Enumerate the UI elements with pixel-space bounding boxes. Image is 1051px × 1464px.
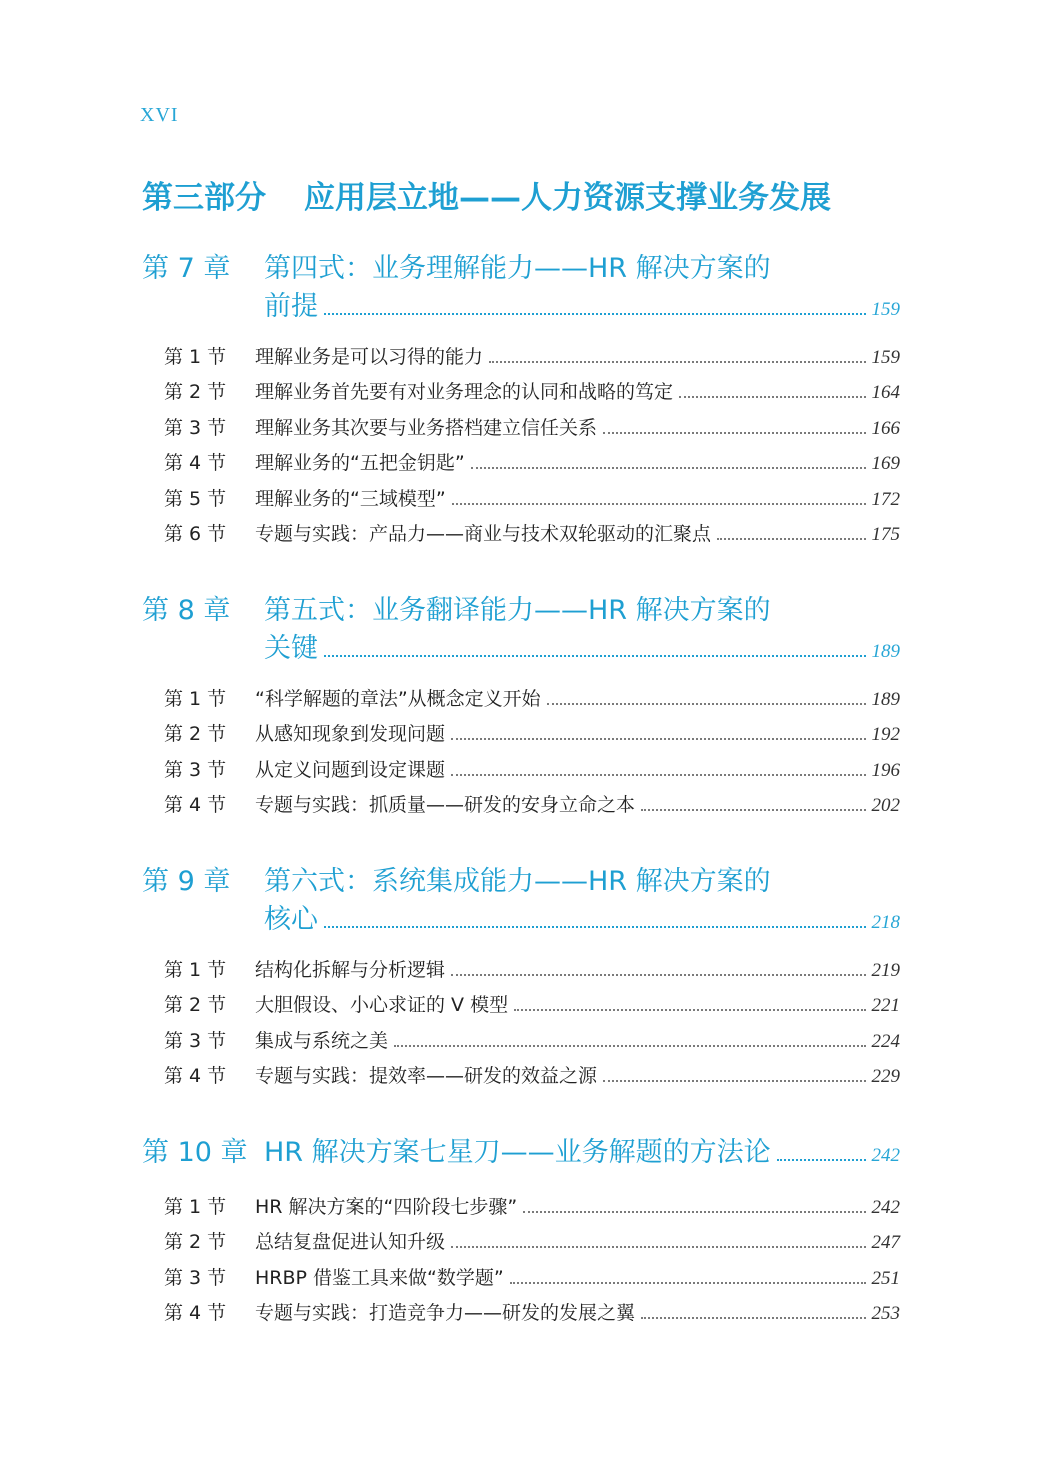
chapter-7-heading[interactable] bbox=[142, 246, 900, 324]
section-entry[interactable] bbox=[164, 1026, 900, 1061]
section-page-number: 196 bbox=[871, 759, 900, 781]
section-title: 专题与实践：打造竞争力——研发的发展之翼 bbox=[255, 1302, 636, 1325]
chapter-9-heading[interactable] bbox=[142, 859, 900, 937]
section-number: 第 2 节 bbox=[164, 381, 227, 404]
chapter-title: HR 解决方案七星刀——业务解题的方法论 bbox=[264, 1137, 771, 1168]
section-page-number: 224 bbox=[871, 1030, 900, 1052]
section-number: 第 1 节 bbox=[164, 688, 227, 710]
section-entry[interactable] bbox=[164, 755, 900, 790]
section-number: 第 2 节 bbox=[164, 1231, 227, 1254]
chapter-title: 第六式：系统集成能力——HR 解决方案的 bbox=[264, 866, 771, 897]
chapter-page-number: 218 bbox=[871, 912, 900, 933]
section-page-number: 164 bbox=[871, 382, 900, 404]
chapter-number: 第 8 章 bbox=[142, 595, 231, 626]
dot-leader bbox=[451, 974, 865, 976]
section-number: 第 6 节 bbox=[164, 522, 227, 545]
section-number: 第 3 节 bbox=[164, 416, 227, 439]
chapter-title-continued: 核心 bbox=[264, 904, 318, 935]
section-page-number: 175 bbox=[871, 523, 900, 545]
section-entry[interactable] bbox=[164, 484, 900, 519]
section-title: 专题与实践：提效率——研发的效益之源 bbox=[255, 1065, 598, 1088]
dot-leader bbox=[489, 361, 865, 363]
section-page-number: 192 bbox=[871, 724, 900, 746]
dot-leader bbox=[510, 1282, 866, 1284]
section-title: 理解业务其次要与业务搭档建立信任关系 bbox=[255, 416, 598, 439]
section-page-number: 242 bbox=[871, 1197, 900, 1218]
section-entry[interactable] bbox=[164, 1227, 900, 1262]
section-page-number: 189 bbox=[871, 689, 900, 710]
dot-leader bbox=[547, 703, 866, 705]
section-page-number: 219 bbox=[871, 960, 900, 981]
chapter-7-sections bbox=[164, 342, 900, 554]
section-number: 第 4 节 bbox=[164, 794, 227, 817]
section-number: 第 5 节 bbox=[164, 487, 227, 510]
chapter-number: 第 9 章 bbox=[142, 866, 231, 897]
section-title: 理解业务是可以习得的能力 bbox=[255, 346, 484, 368]
section-number: 第 3 节 bbox=[164, 1266, 227, 1289]
section-title: HR 解决方案的“四阶段七步骤” bbox=[255, 1196, 518, 1218]
dot-leader bbox=[394, 1045, 865, 1047]
section-entry[interactable] bbox=[164, 1298, 900, 1333]
chapter-page-number: 189 bbox=[871, 641, 900, 662]
chapter-8-sections bbox=[164, 684, 900, 826]
section-number: 第 4 节 bbox=[164, 1065, 227, 1088]
chapter-page-number: 242 bbox=[871, 1145, 900, 1166]
dot-leader bbox=[514, 1009, 865, 1011]
section-title: “科学解题的章法”从概念定义开始 bbox=[255, 688, 541, 710]
section-number: 第 2 节 bbox=[164, 723, 227, 746]
section-entry[interactable] bbox=[164, 1263, 900, 1298]
page-number: XVI bbox=[140, 104, 179, 126]
section-page-number: 229 bbox=[871, 1066, 900, 1088]
section-page-number: 221 bbox=[871, 995, 900, 1017]
section-entry[interactable] bbox=[164, 719, 900, 754]
dot-leader bbox=[451, 774, 865, 776]
dot-leader bbox=[641, 809, 865, 811]
section-page-number: 166 bbox=[871, 417, 900, 439]
dot-leader bbox=[324, 313, 866, 315]
dot-leader bbox=[324, 655, 866, 657]
dot-leader bbox=[451, 1246, 865, 1248]
chapter-page-number: 159 bbox=[871, 299, 900, 320]
section-entry[interactable] bbox=[164, 413, 900, 448]
chapter-title: 第四式：业务理解能力——HR 解决方案的 bbox=[264, 253, 771, 284]
section-title: 总结复盘促进认知升级 bbox=[255, 1231, 446, 1254]
dot-leader bbox=[452, 503, 866, 505]
chapter-number: 第 7 章 bbox=[142, 253, 231, 284]
dot-leader bbox=[603, 432, 865, 434]
section-page-number: 247 bbox=[871, 1232, 900, 1254]
section-entry[interactable] bbox=[164, 955, 900, 990]
section-page-number: 253 bbox=[871, 1303, 900, 1325]
section-title: HRBP 借鉴工具来做“数学题” bbox=[255, 1266, 504, 1289]
section-entry[interactable] bbox=[164, 519, 900, 554]
part-label: 第三部分 bbox=[142, 180, 266, 216]
chapter-title-continued: 关键 bbox=[264, 633, 318, 664]
section-entry[interactable] bbox=[164, 1192, 900, 1227]
section-number: 第 1 节 bbox=[164, 1196, 227, 1218]
chapter-title-continued: 前提 bbox=[264, 291, 318, 322]
section-title: 从定义问题到设定课题 bbox=[255, 758, 446, 781]
dot-leader bbox=[603, 1080, 865, 1082]
section-page-number: 159 bbox=[871, 347, 900, 368]
section-entry[interactable] bbox=[164, 684, 900, 719]
section-page-number: 172 bbox=[871, 488, 900, 510]
dot-leader bbox=[451, 738, 865, 740]
section-entry[interactable] bbox=[164, 990, 900, 1025]
dot-leader bbox=[471, 467, 866, 469]
section-title: 专题与实践：抓质量——研发的安身立命之本 bbox=[255, 794, 636, 817]
section-title: 从感知现象到发现问题 bbox=[255, 723, 446, 746]
section-title: 理解业务首先要有对业务理念的认同和战略的笃定 bbox=[255, 381, 674, 404]
section-title: 理解业务的“五把金钥匙” bbox=[255, 452, 465, 475]
section-title: 大胆假设、小心求证的 V 模型 bbox=[255, 994, 509, 1017]
dot-leader bbox=[523, 1211, 865, 1213]
dot-leader bbox=[777, 1159, 866, 1161]
chapter-10-heading[interactable] bbox=[142, 1130, 900, 1168]
section-page-number: 251 bbox=[871, 1267, 900, 1289]
section-number: 第 1 节 bbox=[164, 346, 227, 368]
section-number: 第 3 节 bbox=[164, 758, 227, 781]
part-title: 应用层立地——人力资源支撑业务发展 bbox=[304, 180, 831, 216]
section-entry[interactable] bbox=[164, 342, 900, 377]
dot-leader bbox=[717, 538, 865, 540]
chapter-title: 第五式：业务翻译能力——HR 解决方案的 bbox=[264, 595, 771, 626]
section-number: 第 4 节 bbox=[164, 452, 227, 475]
section-entry[interactable] bbox=[164, 448, 900, 483]
section-number: 第 1 节 bbox=[164, 959, 227, 981]
section-page-number: 202 bbox=[871, 795, 900, 817]
chapter-10-sections bbox=[164, 1192, 900, 1334]
chapter-9-sections bbox=[164, 955, 900, 1097]
section-title: 专题与实践：产品力——商业与技术双轮驱动的汇聚点 bbox=[255, 522, 712, 545]
chapter-number: 第 10 章 bbox=[142, 1137, 248, 1168]
section-title: 结构化拆解与分析逻辑 bbox=[255, 959, 446, 981]
section-entry[interactable] bbox=[164, 790, 900, 825]
section-title: 集成与系统之美 bbox=[255, 1029, 389, 1052]
section-number: 第 2 节 bbox=[164, 994, 227, 1017]
dot-leader bbox=[641, 1317, 865, 1319]
dot-leader bbox=[679, 396, 865, 398]
section-page-number: 169 bbox=[871, 453, 900, 475]
section-number: 第 3 节 bbox=[164, 1029, 227, 1052]
dot-leader bbox=[324, 926, 866, 928]
section-number: 第 4 节 bbox=[164, 1302, 227, 1325]
section-entry[interactable] bbox=[164, 1061, 900, 1096]
section-entry[interactable] bbox=[164, 377, 900, 412]
chapter-8-heading[interactable] bbox=[142, 588, 900, 666]
part-heading bbox=[142, 172, 831, 217]
section-title: 理解业务的“三域模型” bbox=[255, 487, 446, 510]
